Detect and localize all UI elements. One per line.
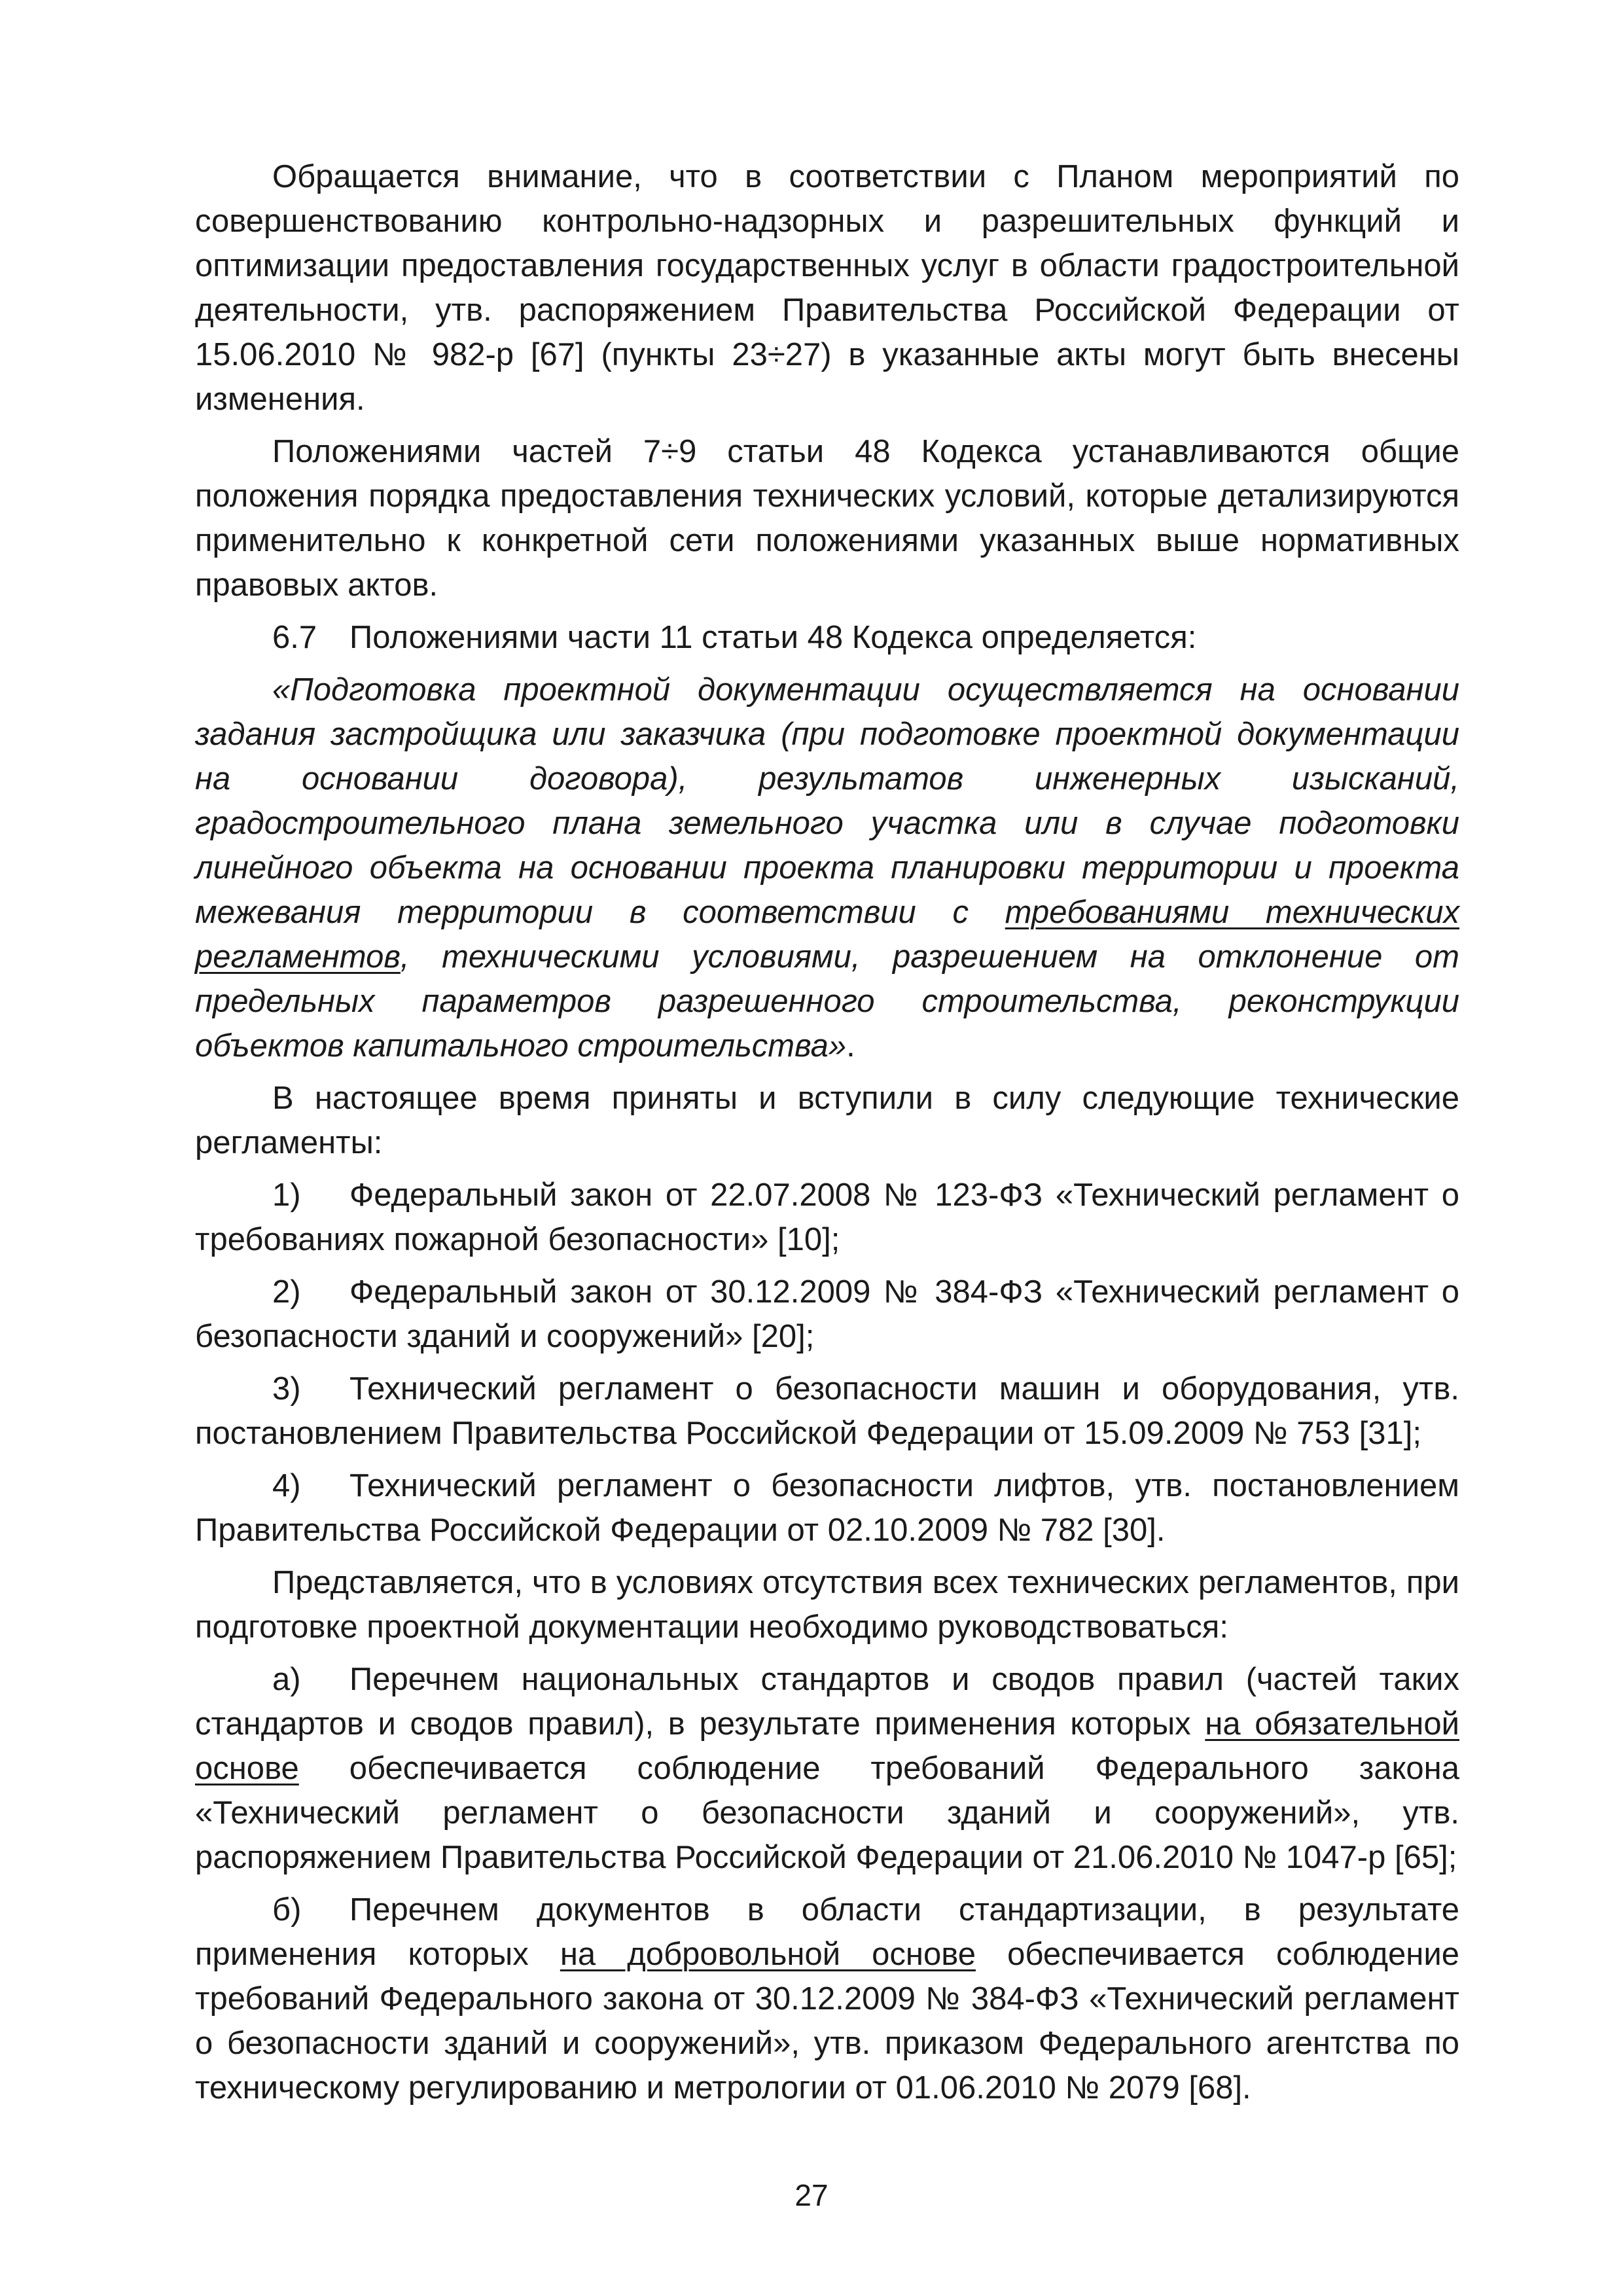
quote-text-part1: «Подготовка проектной документации осуществляется на основании задания застройщика или заказчика (при подготовке проектной документации на основании договора), результатов инженерных изысканий, градостроительного плана земельного участка или в случае подготовки линейного объекта на основании проекта планировки территории и проекта межевания территории в соответствии с [195, 672, 1459, 930]
list-marker: 4) [272, 1468, 301, 1503]
list-item-regulation-4 [195, 1463, 1459, 1552]
paragraph-regulations-intro: В настоящее время приняты и вступили в силу следующие технические регламенты: [195, 1081, 1459, 1160]
list-item-text-part1: Перечнем национальных стандартов и сводов правил (частей таких стандартов и сводов правил), в результате применения которых [195, 1662, 1459, 1742]
list-marker: б) [272, 1892, 302, 1928]
list-item-text-part1: Перечнем документов в области стандартизации, в результате применения которых [195, 1892, 1459, 1972]
document-page [195, 154, 1459, 2118]
quote-period: . [846, 1028, 855, 1064]
paragraph-quote-article-48-part-11 [195, 668, 1459, 1068]
list-item-a [195, 1657, 1459, 1880]
paragraph-plan-notice: Обращается внимание, что в соответствии с Планом мероприятий по совершенствованию контрольно-надзорных и разрешительных функций и оптимизации предоставления государственных услуг в области градостроительной деятельности, утв. распоряжением Правительства Российской Федерации от 15.06.2010 № 982-р [67] (пункты 23÷27) в указанные акты могут быть внесены изменения. [195, 159, 1459, 417]
list-item-regulation-3 [195, 1367, 1459, 1456]
list-item-text: Технический регламент о безопасности лифтов, утв. постановлением Правительства Российской Федерации от 02.10.2009 № 782 [30]. [195, 1468, 1459, 1548]
list-item-regulation-2 [195, 1270, 1459, 1359]
list-item-text-part2: обеспечивается соблюдение требований Федерального закона от 30.12.2009 № 384-ФЗ «Технический регламент о безопасности зданий и сооружений», утв. приказом Федерального агентства по техническому регулированию и метрологии от 01.06.2010 № 2079 [68]. [195, 1937, 1459, 2106]
list-marker: 2) [272, 1274, 301, 1310]
quote-underlined-link: требованиями технических регламентов [195, 895, 1460, 975]
list-marker: 3) [272, 1371, 301, 1407]
quote-text-part2: , техническими условиями, разрешением на отклонение от предельных параметров разрешенного строительства, реконструкции объектов капитального строительства» [195, 939, 1459, 1064]
underlined-mandatory-basis: на обязательной основе [195, 1706, 1459, 1786]
paragraph-guidance-intro: Представляется, что в условиях отсутствия всех технических регламентов, при подготовке проектной документации необходимо руководствоваться: [195, 1565, 1459, 1645]
section-text: Положениями части 11 статьи 48 Кодекса определяется: [349, 620, 1197, 655]
page-number: 27 [794, 2178, 829, 2212]
paragraph-article-48-parts-7-9: Положениями частей 7÷9 статьи 48 Кодекса устанавливаются общие положения порядка предоставления технических условий, которые детализируются применительно к конкретной сети положениями указанных выше нормативных правовых актов. [195, 434, 1459, 603]
list-item-b [195, 1888, 1459, 2110]
list-item-regulation-1 [195, 1173, 1459, 1262]
paragraph-section-6-7 [195, 615, 1459, 660]
list-item-text: Федеральный закон от 22.07.2008 № 123-ФЗ «Технический регламент о требованиях пожарной безопасности» [10]; [195, 1177, 1459, 1257]
list-item-text: Федеральный закон от 30.12.2009 № 384-ФЗ «Технический регламент о безопасности зданий и сооружений» [20]; [195, 1274, 1459, 1354]
list-item-text-part2: обеспечивается соблюдение требований Федерального закона «Технический регламент о безопасности зданий и сооружений», утв. распоряжением Правительства Российской Федерации от 21.06.2010 № 1047-р [65]; [195, 1751, 1459, 1875]
list-marker: 1) [272, 1177, 301, 1213]
section-number: 6.7 [272, 620, 317, 655]
underlined-voluntary-basis: на добровольной основе [560, 1937, 976, 1972]
list-marker: а) [272, 1662, 301, 1697]
list-item-text: Технический регламент о безопасности машин и оборудования, утв. постановлением Правительства Российской Федерации от 15.09.2009 № 753 [31]; [195, 1371, 1459, 1451]
